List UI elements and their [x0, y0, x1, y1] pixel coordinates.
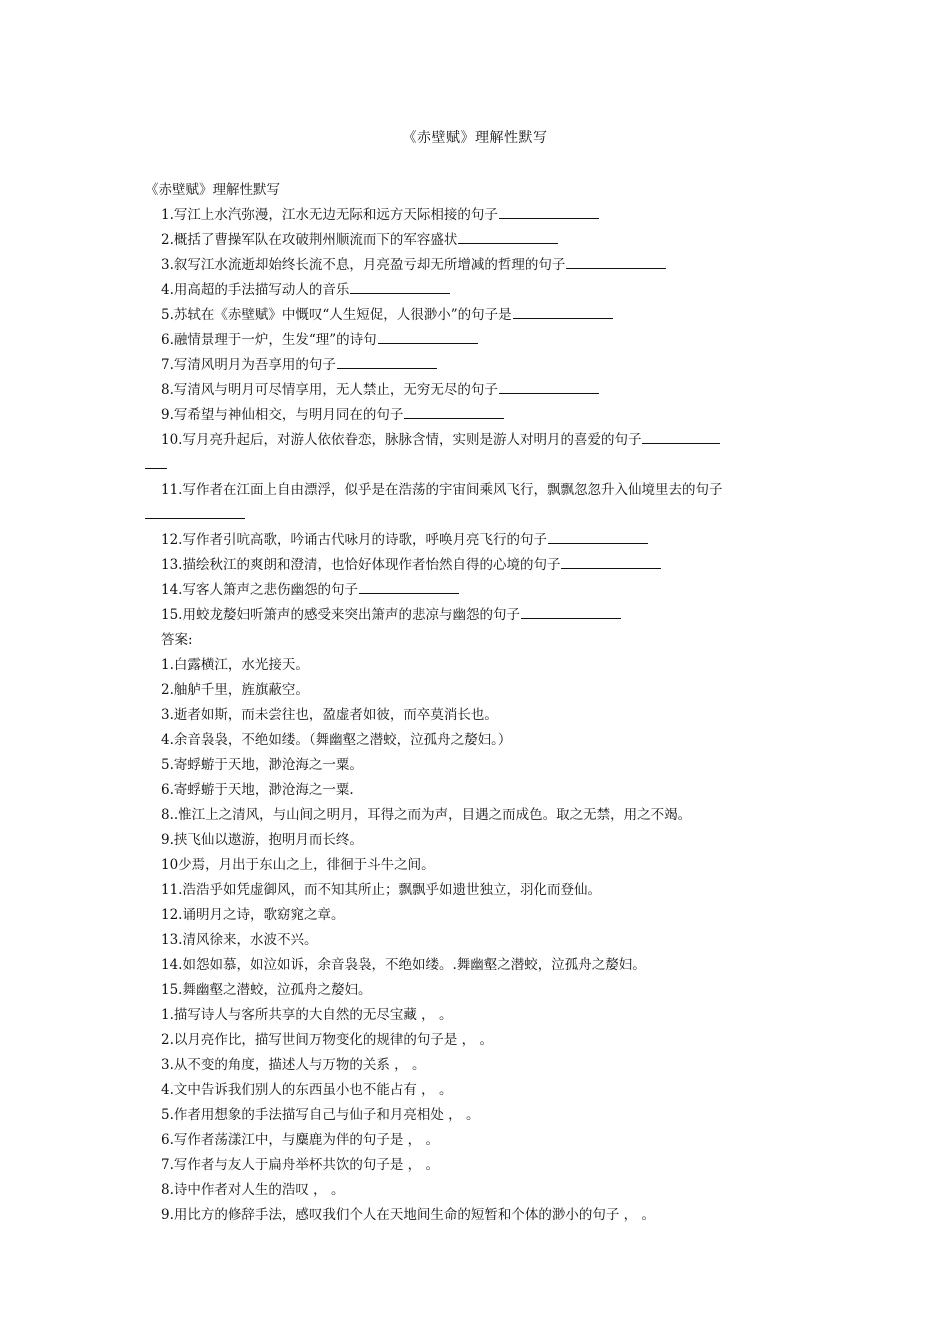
- question-item: [145, 553, 810, 578]
- answer-blank: [350, 279, 450, 294]
- answer-blank: [642, 429, 720, 444]
- answer-blank-continuation: [145, 503, 810, 528]
- question-text: 10.写月亮升起后，对游人依依眷恋，脉脉含情，实则是游人对明月的喜爱的句子: [161, 432, 642, 448]
- answer-item: 13.清风徐来，水波不兴。: [161, 932, 318, 948]
- answer-blank: [548, 529, 648, 544]
- question-item: [145, 603, 810, 628]
- question-text: 7.写清风明月为吾享用的句子: [161, 357, 336, 373]
- question-text: 1.写江上水汽弥漫，江水无边无际和远方天际相接的句子: [161, 207, 498, 223]
- extra-question-item: 7.写作者与友人于扁舟举杯共饮的句子是 ， 。: [161, 1157, 439, 1173]
- extra-question-item: 6.写作者荡漾江中，与麋鹿为伴的句子是 ， 。: [161, 1132, 439, 1148]
- answer-blank-continuation: [145, 453, 810, 478]
- answer-blank: [337, 354, 437, 369]
- answer-item: 3.逝者如斯，而未尝往也，盈虚者如彼，而卒莫消长也。: [161, 707, 498, 723]
- answer-item: 12.诵明月之诗，歌窈窕之章。: [161, 907, 345, 923]
- answer-blank: [404, 404, 504, 419]
- question-item: [145, 378, 810, 403]
- answer-blank: [521, 604, 621, 619]
- question-item: [145, 203, 810, 228]
- answer-blank: [458, 229, 558, 244]
- question-text: 13.描绘秋江的爽朗和澄清，也恰好体现作者怡然自得的心境的句子: [161, 557, 561, 573]
- answer-item: 9.挟飞仙以遨游，抱明月而长终。: [161, 832, 363, 848]
- page-title: 《赤壁赋》理解性默写: [402, 130, 548, 146]
- question-item: [145, 528, 810, 553]
- answer-blank: [561, 554, 661, 569]
- answer-item: 6.寄蜉蝣于天地，渺沧海之一粟.: [161, 782, 354, 798]
- question-text: 12.写作者引吭高歌，吟诵古代咏月的诗歌，呼唤月亮飞行的句子: [161, 532, 547, 548]
- question-item: [145, 228, 810, 253]
- answer-item: 5.寄蜉蝣于天地，渺沧海之一粟。: [161, 757, 363, 773]
- answer-item: 14.如怨如慕，如泣如诉，余音袅袅，不绝如缕。.舞幽壑之潜蛟，泣孤舟之嫠妇。: [161, 957, 646, 973]
- question-text: 2.概括了曹操军队在攻破荆州顺流而下的军容盛状: [161, 232, 458, 248]
- document-body: [145, 178, 810, 1228]
- extra-question-item: 4.文中告诉我们别人的东西虽小也不能占有 ， 。: [161, 1082, 453, 1098]
- extra-question-item: 9.用比方的修辞手法，感叹我们个人在天地间生命的短暂和个体的渺小的句子 ， 。: [161, 1207, 655, 1223]
- answer-blank: [513, 304, 613, 319]
- question-item: [145, 428, 810, 453]
- question-item: [145, 578, 810, 603]
- answer-blank: [378, 329, 478, 344]
- question-item: [145, 253, 810, 278]
- answer-item: 8..惟江上之清风，与山间之明月，耳得之而为声，目遇之而成色。取之无禁，用之不竭。: [161, 807, 692, 823]
- extra-question-item: 5.作者用想象的手法描写自己与仙子和月亮相处 ， 。: [161, 1107, 480, 1123]
- question-text: 11.写作者在江面上自由漂浮，似乎是在浩荡的宇宙间乘风飞行，飘飘忽忽升入仙境里去的句子: [161, 482, 723, 498]
- answer-item: 4.余音袅袅，不绝如缕。（舞幽壑之潜蛟，泣孤舟之嫠妇。）: [161, 732, 512, 748]
- question-text: 14.写客人箫声之悲伤幽怨的句子: [161, 582, 358, 598]
- question-item: [145, 328, 810, 353]
- answer-blank: [566, 254, 666, 269]
- question-text: 3.叙写江水流逝却始终长流不息，月亮盈亏却无所增减的哲理的句子: [161, 257, 566, 273]
- extra-question-item: 8.诗中作者对人生的浩叹 ， 。: [161, 1182, 345, 1198]
- answer-item: 2.舳舻千里，旌旗蔽空。: [161, 682, 309, 698]
- question-item: [145, 278, 810, 303]
- answer-item: 11.浩浩乎如凭虚御风，而不知其所止；飘飘乎如遗世独立，羽化而登仙。: [161, 882, 601, 898]
- question-text: 6.融情景理于一炉，生发“理”的诗句: [161, 332, 377, 348]
- answer-blank: [499, 204, 599, 219]
- answer-item: 15.舞幽壑之潜蛟，泣孤舟之嫠妇。: [161, 982, 372, 998]
- answer-item: 10少焉，月出于东山之上，徘徊于斗牛之间。: [161, 857, 435, 873]
- question-text: 5.苏轼在《赤壁赋》中慨叹“人生短促，人很渺小”的句子是: [161, 307, 512, 323]
- question-item: [145, 478, 810, 503]
- question-item: [145, 303, 810, 328]
- question-text: 9.写希望与神仙相交，与明月同在的句子: [161, 407, 404, 423]
- answer-blank: [499, 379, 599, 394]
- extra-question-item: 1.描写诗人与客所共享的大自然的无尽宝藏 ， 。: [161, 1007, 453, 1023]
- section-heading: 《赤壁赋》理解性默写: [145, 182, 280, 198]
- answers-label: 答案:: [161, 632, 193, 648]
- question-text: 8.写清风与明月可尽情享用，无人禁止，无穷无尽的句子: [161, 382, 498, 398]
- question-item: [145, 403, 810, 428]
- question-item: [145, 353, 810, 378]
- question-text: 4.用高超的手法描写动人的音乐: [161, 282, 350, 298]
- extra-question-item: 2.以月亮作比，描写世间万物变化的规律的句子是 ， 。: [161, 1032, 493, 1048]
- question-text: 15.用蛟龙嫠妇听箫声的感受来突出箫声的悲凉与幽怨的句子: [161, 607, 520, 623]
- answer-item: 1.白露横江，水光接天。: [161, 657, 309, 673]
- answer-blank: [359, 579, 459, 594]
- extra-question-item: 3.从不变的角度，描述人与万物的关系 ， 。: [161, 1057, 426, 1073]
